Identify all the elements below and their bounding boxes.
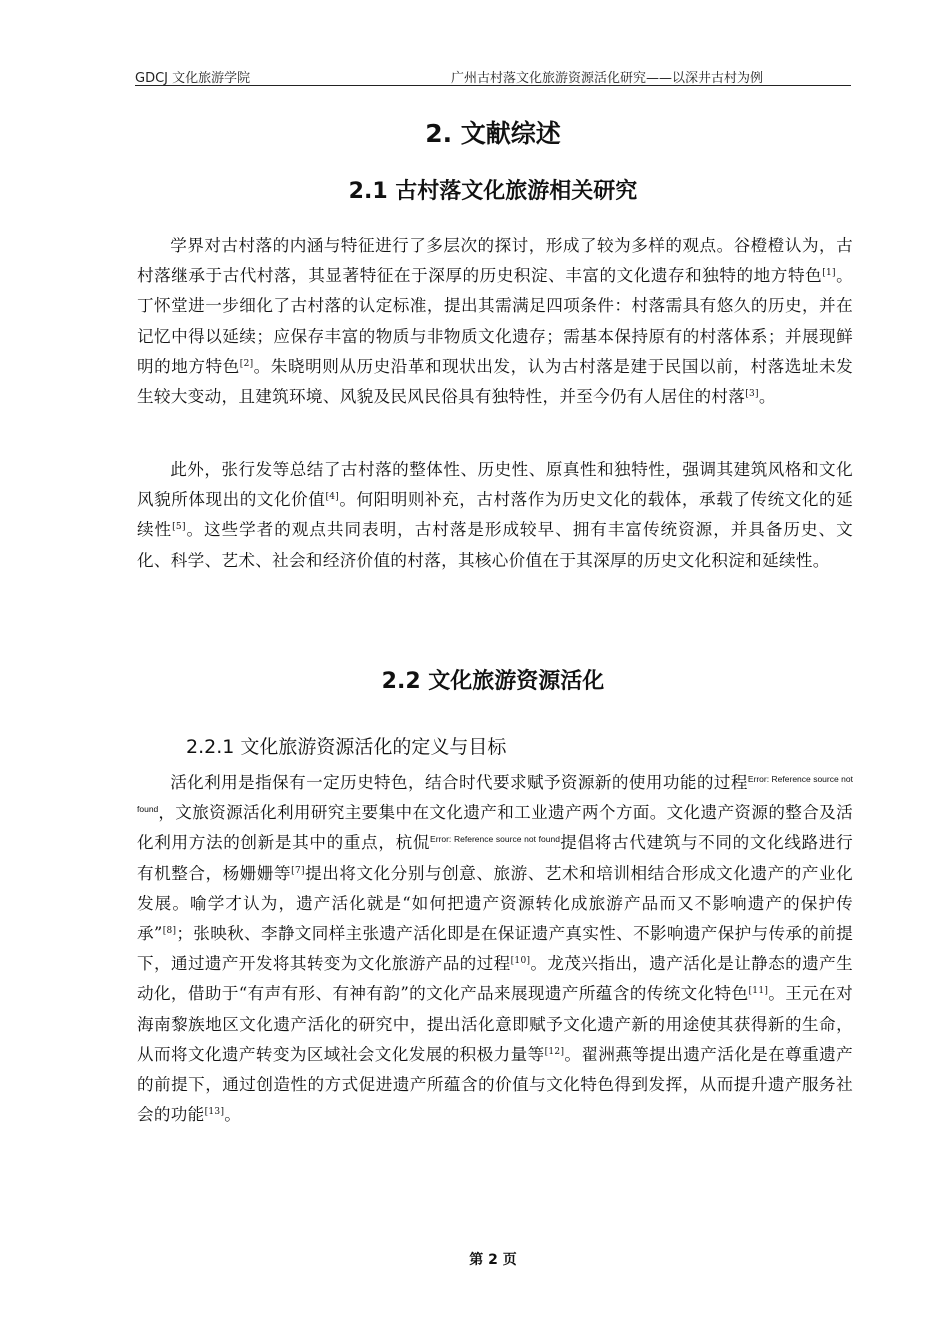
section-2-2-1-title: 2.2.1 文化旅游资源活化的定义与目标	[186, 736, 507, 758]
section-2-1-paragraph-1: 学界对古村落的内涵与特征进行了多层次的探讨，形成了较为多样的观点。谷橙橙认为，古村落继承于古代村落，其显著特征在于深厚的历史积淀、丰富的文化遗存和独特的地方特色[1]。丁怀堂进一步细化了古村落的认定标准，提出其需满足四项条件：村落需具有悠久的历史，并在记忆中得以延续；应保存丰富的物质与非物质文化遗存；需基本保持原有的村落体系；并展现鲜明的地方特色[2]。朱晓明则从历史沿革和现状出发，认为古村落是建于民国以前，村落选址未发生较大变动，且建筑环境、风貌及民风民俗具有独特性，并至今仍有人居住的村落[3]。	[137, 236, 853, 407]
section-2-2-title: 2.2 文化旅游资源活化	[381, 669, 605, 694]
reference-error: Error: Reference source not found	[430, 834, 560, 845]
citation: [5]	[172, 522, 186, 533]
citation: [2]	[239, 358, 254, 369]
header-left-text: GDCJ 文化旅游学院	[135, 71, 251, 86]
page-number: 第 2 页	[469, 1252, 517, 1268]
section-2-1-title: 2.1 古村落文化旅游相关研究	[348, 179, 638, 204]
page-header	[135, 64, 851, 86]
reference-error: Error: Reference source not found	[137, 774, 853, 815]
citation: [3]	[745, 389, 759, 400]
citation: [7]	[291, 865, 305, 876]
section-2-2-1-paragraph-1: 活化利用是指保有一定历史特色，结合时代要求赋予资源新的使用功能的过程$^{Error: Reference source not found}$，文旅资源活化利用研究主要集中在文化遗产和工业遗产两个方面。文化遗产资源的整合及活化利用方法的创新是其中的重点，杭侃$^{Error: Reference source not found}$提倡将古代建筑与不同的文化线路进行有机整合，杨姗姗等[7]提出将文化分别与创意、旅游、艺术和培训相结合形成文化遗产的产业化发展。喻学才认为，遗产活化就是“如何把遗产资源转化成旅游产品而又不影响遗产的保护传承”[8]；张映秋、李静文同样主张遗产活化即是在保证遗产真实性、不影响遗产保护与传承的前提下，通过遗产开发将其转变为文化旅游产品的过程[10]。龙茂兴指出，遗产活化是让静态的遗产生动化，借助于“有声有形、有神有韵”的文化产品来展现遗产所蕴含的传统文化特色[11]。王元在对海南黎族地区文化遗产活化的研究中，提出活化意即赋予文化遗产新的用途使其获得新的生命，从而将文化遗产转变为区域社会文化发展的积极力量等[12]。翟洲燕等提出遗产活化是在尊重遗产的前提下，通过创造性的方式促进遗产所蕴含的价值与文化特色得到发挥，从而提升遗产服务社会的功能[13]。	[137, 773, 853, 1125]
citation: [12]	[544, 1046, 565, 1057]
section-title: 2. 文献综述	[425, 119, 561, 148]
citation: [13]	[204, 1107, 225, 1118]
header-right-text: 广州古村落文化旅游资源活化研究——以深井古村为例	[451, 71, 764, 86]
citation: [8]	[162, 926, 177, 937]
section-2-1-paragraph-2: 此外，张行发等总结了古村落的整体性、历史性、原真性和独特性，强调其建筑风格和文化风貌所体现出的文化价值[4]。何阳明则补充，古村落作为历史文化的载体，承载了传统文化的延续性[5]。这些学者的观点共同表明，古村落是形成较早、拥有丰富传统资源，并具备历史、文化、科学、艺术、社会和经济价值的村落，其核心价值在于其深厚的历史文化积淀和延续性。	[137, 460, 853, 570]
citation: [10]	[510, 956, 531, 967]
citation: [1]	[822, 268, 836, 279]
citation: [4]	[325, 492, 340, 503]
citation: [11]	[748, 986, 769, 997]
